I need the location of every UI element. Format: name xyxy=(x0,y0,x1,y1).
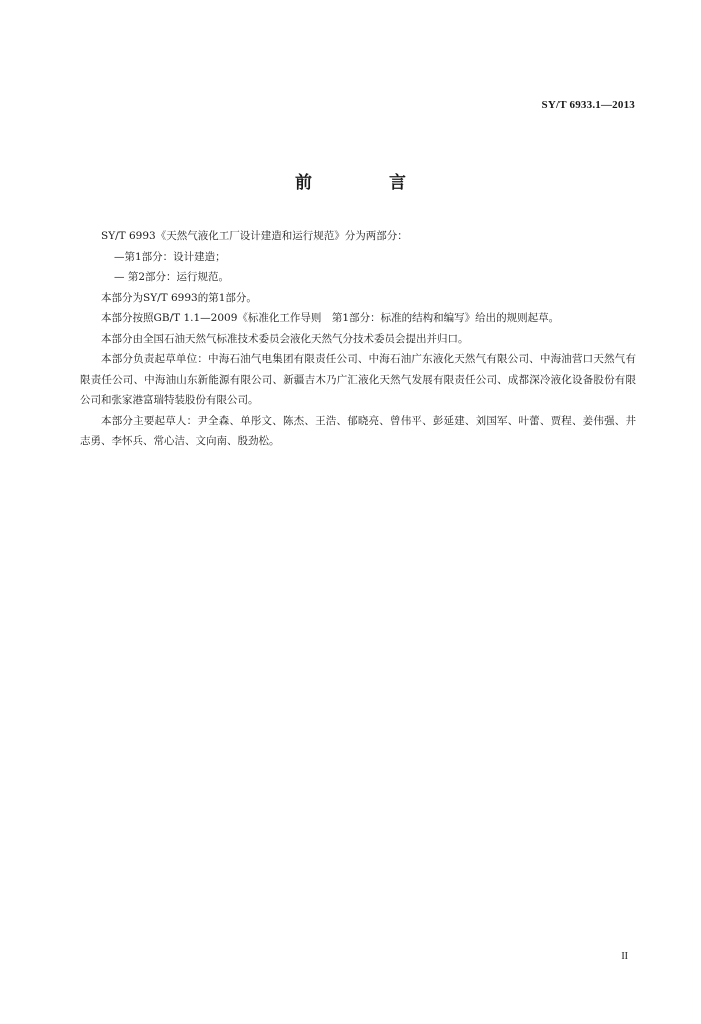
paragraph-structure-intro: SY/T 6993《天然气液化工厂设计建造和运行规范》分为两部分： xyxy=(101,230,408,242)
paragraph-drafting-units: 本部分负责起草单位：中海石油气电集团有限责任公司、中海石油广东液化天然气有限公司、中海油营口天然气有限责任公司、中海油山东新能源有限公司、新疆吉木乃广汇液化天然气发展有限责任公司、成都深冷液化设备股份有限公司和张家港富瑞特装股份有限公司。 xyxy=(80,353,636,406)
foreword-body xyxy=(80,226,636,452)
page-number: II xyxy=(621,951,628,962)
paragraph-drafting-rules: 本部分按照GB/T 1.1—2009《标准化工作导则 第1部分：标准的结构和编写》给出的规则起草。 xyxy=(101,312,560,324)
paragraph-proposer: 本部分由全国石油天然气标准技术委员会液化天然气分技术委员会提出并归口。 xyxy=(101,332,469,345)
list-item-part-1: —第1部分：设计建造； xyxy=(114,250,226,263)
page-title: 前 言 xyxy=(295,173,436,193)
paragraph-part-statement: 本部分为SY/T 6993的第1部分。 xyxy=(101,291,257,304)
list-item-part-2: — 第2部分：运行规范。 xyxy=(114,271,230,283)
standard-code: SY/T 6933.1—2013 xyxy=(541,99,635,111)
paragraph-drafters: 本部分主要起草人：尹全森、单彤文、陈杰、王浩、郁晓亮、曾伟平、彭延建、刘国军、叶蕾、贾程、姜伟强、井志勇、李怀兵、常心洁、文向南、殷劲松。 xyxy=(80,414,636,447)
